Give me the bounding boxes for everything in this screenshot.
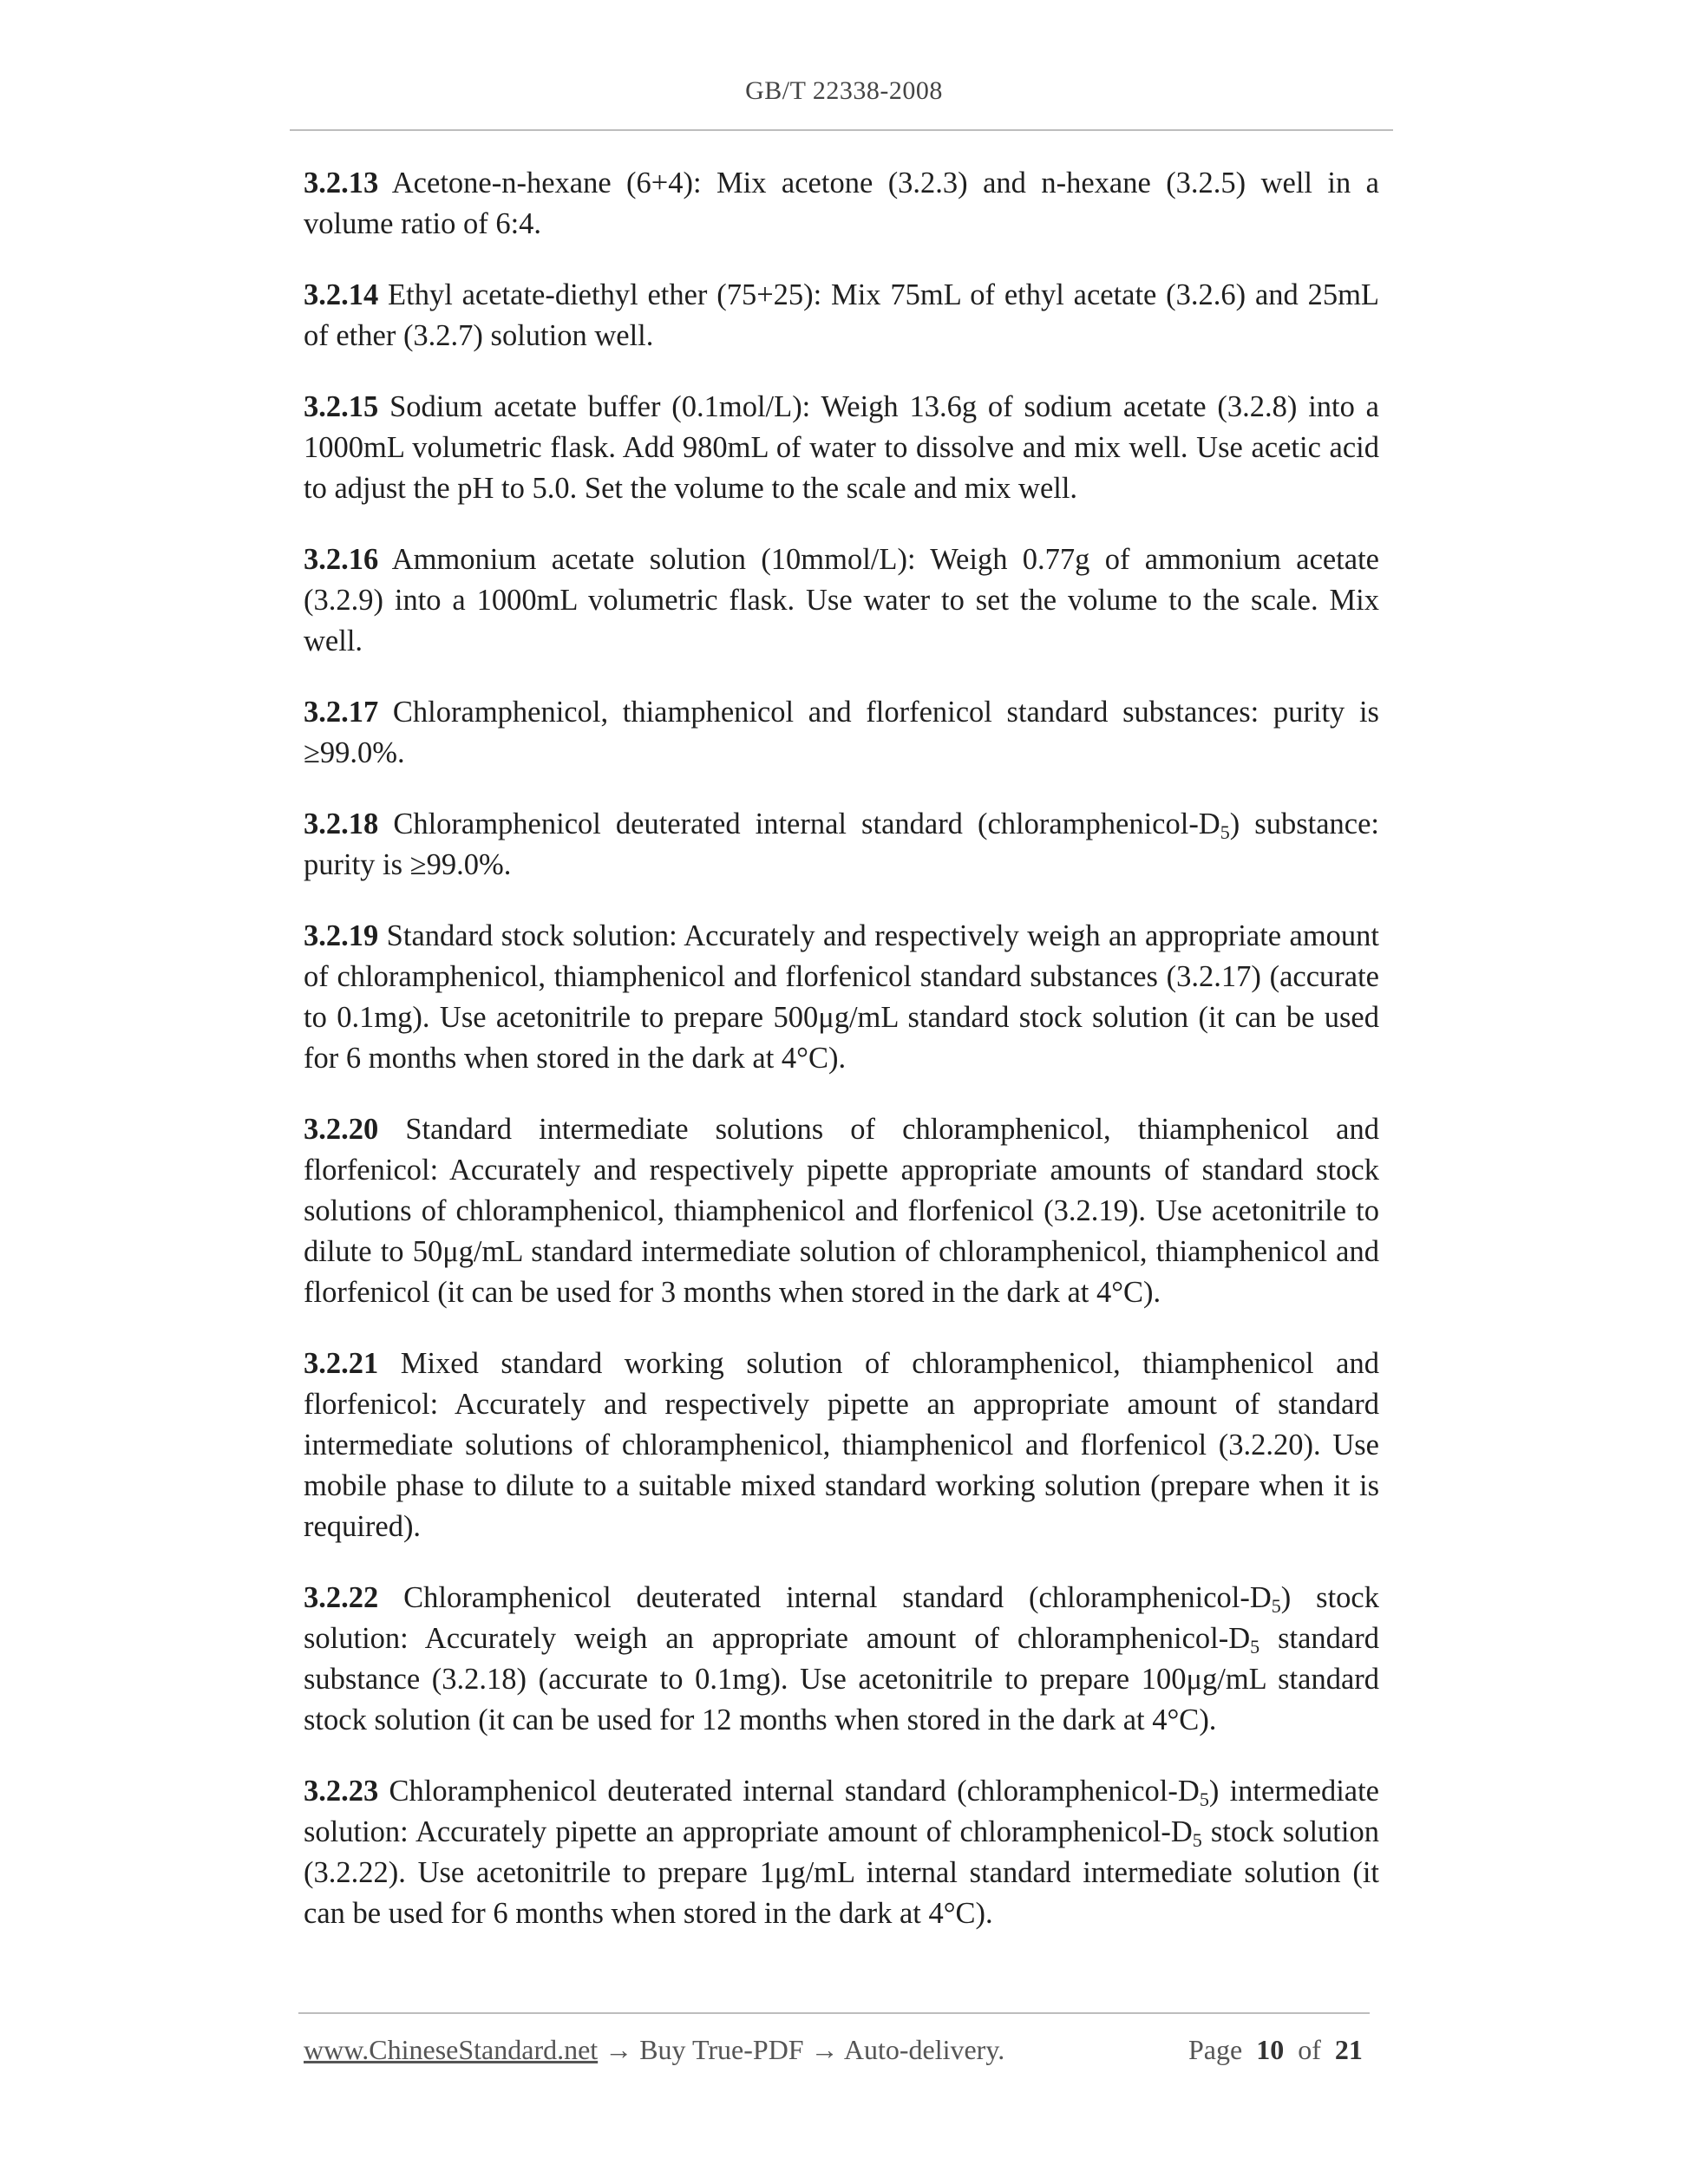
- clause-number: 3.2.22: [304, 1581, 379, 1614]
- page-of-label: of: [1298, 2034, 1321, 2065]
- clause-number: 3.2.20: [304, 1113, 379, 1146]
- clause-number: 3.2.13: [304, 167, 379, 199]
- subscript: 5: [1199, 1788, 1209, 1810]
- page-total: 21: [1334, 2034, 1363, 2065]
- clause-3-2-14: [304, 275, 1379, 356]
- subscript: 5: [1220, 821, 1230, 843]
- clause-number: 3.2.23: [304, 1775, 379, 1808]
- clause-number: 3.2.15: [304, 390, 379, 423]
- clause-text: ) substance: purity is ≥99.0%.: [304, 808, 1379, 881]
- clause-number: 3.2.16: [304, 543, 379, 576]
- footer-promo: [304, 2034, 1004, 2066]
- clause-3-2-22: [304, 1578, 1379, 1741]
- clause-text: Mixed standard working solution of chloramphenicol, thiamphenicol and florfenicol: Accurately and respectively pipette an appropriate amount of standard intermediate solutions of chloramphenicol, thiamphenicol and florfenicol (3.2.20). Use mobile phase to dilute to a suitable mixed standard working solution (prepare when it is required).: [304, 1347, 1379, 1543]
- clause-3-2-20: [304, 1109, 1379, 1313]
- clause-text: Standard intermediate solutions of chloramphenicol, thiamphenicol and florfenicol: Accurately and respectively pipette appropriate amounts of standard stock solutions of chloramphenicol, thiamphenicol and florfenicol (3.2.19). Use acetonitrile to dilute to 50μg/mL standard intermediate solution of chloramphenicol, thiamphenicol and florfenicol (it can be used for 3 months when stored in the dark at 4°C).: [304, 1113, 1379, 1309]
- clause-text: stock solution (3.2.22). Use acetonitrile to prepare 1μg/mL internal standard intermediate solution (it can be used for 6 months when stored in the dark at 4°C).: [304, 1815, 1379, 1930]
- footer-divider: [298, 2012, 1370, 2014]
- website-link[interactable]: www.ChineseStandard.net: [304, 2034, 599, 2065]
- clause-number: 3.2.19: [304, 919, 379, 952]
- clause-text: Chloramphenicol deuterated internal standard (chloramphenicol-D: [378, 808, 1220, 840]
- clause-3-2-13: [304, 163, 1379, 245]
- page-label: Page: [1188, 2034, 1243, 2065]
- clause-text: ) stock solution: Accurately weigh an appropriate amount of chloramphenicol-D: [304, 1581, 1379, 1655]
- subscript: 5: [1271, 1595, 1281, 1617]
- clause-3-2-15: [304, 387, 1379, 509]
- clause-3-2-18: [304, 804, 1379, 886]
- clause-text: Standard stock solution: Accurately and respectively weigh an appropriate amount of chloramphenicol, thiamphenicol and florfenicol standard substances (3.2.17) (accurate to 0.1mg). Use acetonitrile to prepare 500μg/mL standard stock solution (it can be used for 6 months when stored in the dark at 4°C).: [304, 919, 1379, 1075]
- clause-3-2-23: [304, 1771, 1379, 1934]
- arrow-right-icon: →: [810, 2034, 839, 2065]
- clause-3-2-17: [304, 692, 1379, 774]
- page-number: [1188, 2034, 1363, 2066]
- buy-true-pdf-text: Buy True-PDF: [639, 2034, 804, 2065]
- clause-text: ) intermediate solution: Accurately pipette an appropriate amount of chloramphenicol-D: [304, 1775, 1379, 1848]
- clause-text: Sodium acetate buffer (0.1mol/L): Weigh 13.6g of sodium acetate (3.2.8) into a 1000mL volumetric flask. Add 980mL of water to dissolve and mix well. Use acetic acid to adjust the pH to 5.0. Set the volume to the scale and mix well.: [304, 390, 1379, 505]
- clause-text: Chloramphenicol, thiamphenicol and florfenicol standard substances: purity is ≥99.0%.: [304, 696, 1379, 769]
- clause-text: Ethyl acetate-diethyl ether (75+25): Mix 75mL of ethyl acetate (3.2.6) and 25mL of ether (3.2.7) solution well.: [304, 278, 1379, 352]
- clause-text: Chloramphenicol deuterated internal standard (chloramphenicol-D: [378, 1581, 1272, 1614]
- clause-number: 3.2.17: [304, 696, 379, 729]
- subscript: 5: [1250, 1636, 1260, 1658]
- clause-text: Ammonium acetate solution (10mmol/L): Weigh 0.77g of ammonium acetate (3.2.9) into a 1000mL volumetric flask. Use water to set the volume to the scale. Mix well.: [304, 543, 1379, 657]
- clause-3-2-19: [304, 916, 1379, 1079]
- page-current: 10: [1256, 2034, 1285, 2065]
- clause-3-2-21: [304, 1344, 1379, 1547]
- clause-text: Acetone-n-hexane (6+4): Mix acetone (3.2.3) and n-hexane (3.2.5) well in a volume ratio of 6:4.: [304, 167, 1379, 240]
- clause-number: 3.2.18: [304, 808, 379, 840]
- auto-delivery-text: Auto-delivery.: [843, 2034, 1005, 2065]
- arrow-right-icon: →: [605, 2034, 633, 2065]
- clause-text: standard substance (3.2.18) (accurate to 0.1mg). Use acetonitrile to prepare 100μg/mL standard stock solution (it can be used for 12 months when stored in the dark at 4°C).: [304, 1622, 1379, 1736]
- clause-text: Chloramphenicol deuterated internal standard (chloramphenicol-D: [378, 1775, 1200, 1808]
- clause-3-2-16: [304, 539, 1379, 662]
- subscript: 5: [1192, 1829, 1202, 1851]
- header-divider: [290, 129, 1393, 131]
- page-header-title: GB/T 22338-2008: [745, 76, 943, 105]
- document-body: [304, 163, 1379, 1965]
- clause-number: 3.2.14: [304, 278, 379, 311]
- clause-number: 3.2.21: [304, 1347, 379, 1380]
